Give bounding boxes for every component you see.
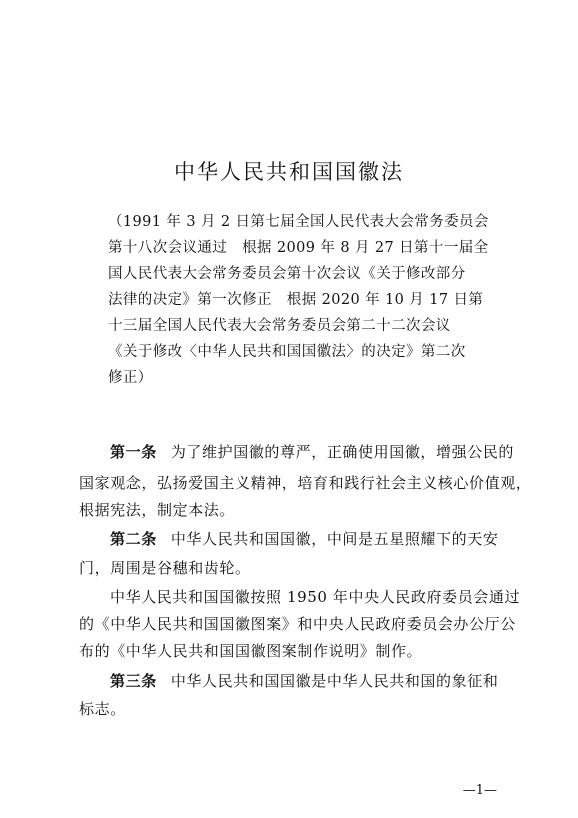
note-line: 十三届全国人民代表大会常务委员会第二十二次会议 [108,318,451,334]
article-1-line-1 [110,442,514,462]
article-2-line-2: 门，周围是谷穗和齿轮。 [79,559,251,577]
note-line: 修正） [108,370,153,386]
note-line: 《关于修改〈中华人民共和国国徽法〉的决定》第二次 [108,344,466,360]
article-3-label: 第三条 [110,672,157,690]
adoption-note [108,209,489,391]
article-1-text: 为了维护国徽的尊严，正确使用国徽，增强公民的 [170,443,515,461]
note-line: （1991 年 3 月 2 日第七届全国人民代表大会常务委员会 [108,214,489,230]
article-2-line-1 [110,529,498,549]
article-1-line-2: 国家观念，弘扬爱国主义精神，培育和践行社会主义核心价值观， [79,474,532,492]
article-2-para-2-line-2: 的《中华人民共和国国徽图案》和中央人民政府委员会办公厅公 [79,615,516,633]
note-line: 第十八次会议通过 根据 2009 年 8 月 27 日第十一届全 [108,240,489,256]
article-2-para-2-line-3: 布的《中华人民共和国国徽图案制作说明》制作。 [79,642,423,660]
page-number: —1— [462,783,497,798]
article-1-line-3: 根据宪法，制定本法。 [79,501,236,519]
note-line: 法律的决定》第一次修正 根据 2020 年 10 月 17 日第 [108,292,484,308]
article-3-line-2: 标志。 [79,700,126,718]
document-title: 中华人民共和国国徽法 [174,160,404,184]
article-2-para-2-line-1: 中华人民共和国国徽按照 1950 年中央人民政府委员会通过 [110,588,521,606]
article-3-line-1 [110,671,498,691]
article-3-text: 中华人民共和国国徽是中华人民共和国的象征和 [170,672,499,690]
article-2-text: 中华人民共和国国徽，中间是五星照耀下的天安 [170,530,499,548]
article-1-label: 第一条 [110,443,157,461]
article-2-label: 第二条 [110,530,157,548]
note-line: 国人民代表大会常务委员会第十次会议《关于修改部分 [108,266,466,282]
